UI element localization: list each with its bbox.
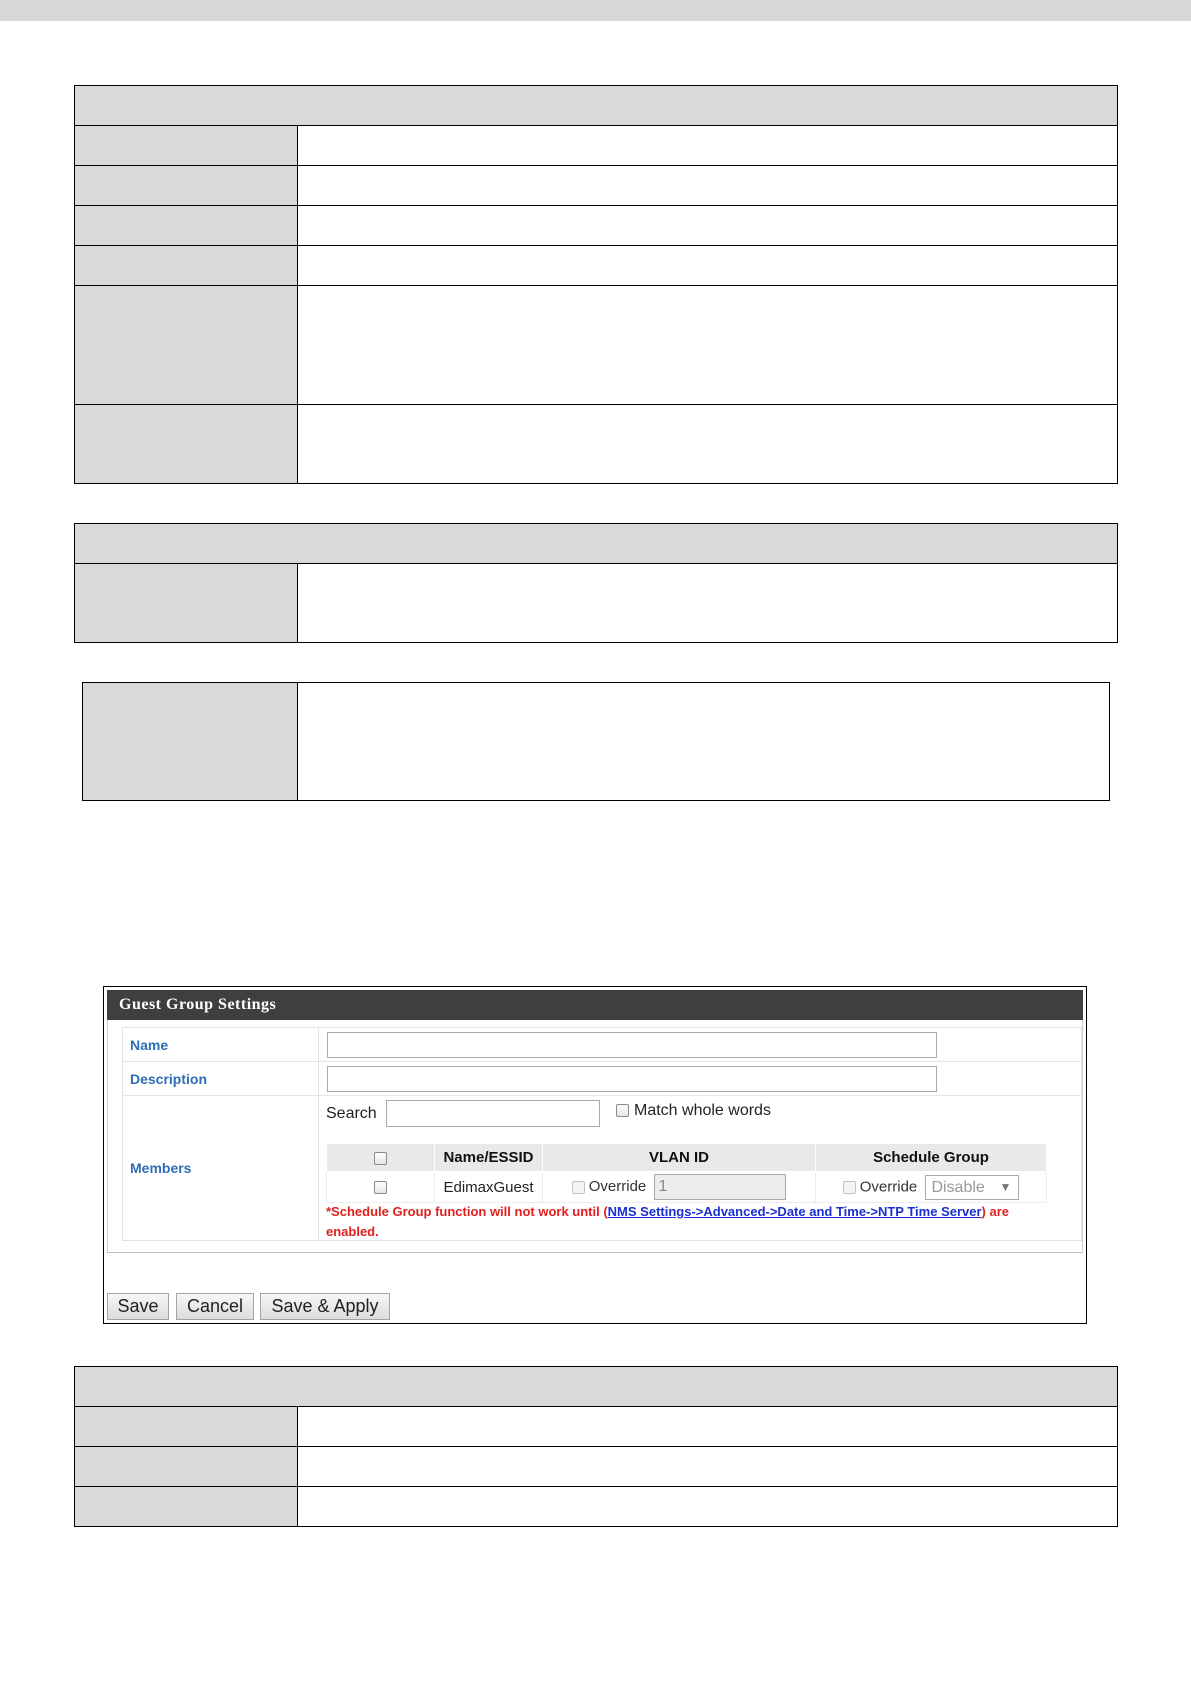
- doc-table-2-header: [75, 524, 1118, 564]
- select-all-checkbox[interactable]: [374, 1152, 387, 1165]
- doc-table-3: [82, 682, 1110, 801]
- guest-group-settings-panel: [103, 986, 1087, 1324]
- header-schedule-group: Schedule Group: [816, 1144, 1047, 1172]
- doc-table-4-row: [75, 1407, 1118, 1447]
- vlan-id-input[interactable]: 1: [654, 1174, 786, 1200]
- members-label: Members: [123, 1096, 319, 1241]
- schedule-override-checkbox[interactable]: [843, 1181, 856, 1194]
- row-schedule-cell: [816, 1172, 1047, 1203]
- doc-table-1-row: [75, 405, 1118, 484]
- doc-table-1-row: [75, 126, 1118, 166]
- schedule-warning-note: *Schedule Group function will not work until (NMS Settings->Advanced->Date and Time->NTP Time Server) are enabled.: [326, 1204, 1010, 1239]
- doc-table-1-header: [75, 86, 1118, 126]
- settings-form: [122, 1027, 1082, 1241]
- members-cell: [319, 1096, 1082, 1241]
- description-label: Description: [123, 1062, 319, 1096]
- search-input[interactable]: [386, 1100, 600, 1127]
- panel-title: Guest Group Settings: [107, 990, 1083, 1020]
- doc-table-2: [74, 523, 1118, 643]
- doc-table-1-row: [75, 286, 1118, 405]
- description-row: [123, 1062, 1082, 1096]
- doc-table-2-row: [75, 564, 1118, 643]
- save-button[interactable]: Save: [107, 1293, 169, 1320]
- members-table-header: [327, 1144, 1047, 1172]
- doc-table-4-header: [75, 1367, 1118, 1407]
- doc-table-3-row: [83, 683, 1110, 801]
- panel-body: [107, 1020, 1083, 1253]
- header-name-essid: Name/ESSID: [435, 1144, 543, 1172]
- row-essid: EdimaxGuest: [435, 1172, 543, 1203]
- doc-table-4: [74, 1366, 1118, 1527]
- match-whole-words-checkbox[interactable]: [616, 1104, 629, 1117]
- match-whole-words-label: Match whole words: [634, 1102, 771, 1119]
- vlan-override-label: Override: [588, 1177, 647, 1195]
- members-table: [326, 1143, 1047, 1203]
- row-select-cell: [327, 1172, 435, 1203]
- doc-table-1-row: [75, 166, 1118, 206]
- schedule-override-label: Override: [859, 1177, 918, 1195]
- members-row: [123, 1096, 1082, 1241]
- name-row: [123, 1028, 1082, 1062]
- vlan-override-checkbox[interactable]: [572, 1181, 585, 1194]
- search-label: Search: [326, 1105, 377, 1122]
- header-vlan-id: VLAN ID: [543, 1144, 816, 1172]
- select-all-header: [327, 1144, 435, 1172]
- match-whole-words-option[interactable]: [616, 1102, 771, 1120]
- name-label: Name: [123, 1028, 319, 1062]
- name-input[interactable]: [327, 1032, 937, 1058]
- doc-table-4-row: [75, 1487, 1118, 1527]
- row-vlan-cell: [543, 1172, 816, 1203]
- doc-table-1-row: [75, 206, 1118, 246]
- description-input[interactable]: [327, 1066, 937, 1092]
- top-bar: [0, 0, 1191, 21]
- doc-table-4-row: [75, 1447, 1118, 1487]
- save-apply-button[interactable]: Save & Apply: [260, 1293, 390, 1320]
- table-row: [327, 1172, 1047, 1203]
- ntp-settings-link[interactable]: NMS Settings->Advanced->Date and Time->NTP Time Server: [607, 1204, 982, 1219]
- doc-table-1-row: [75, 246, 1118, 286]
- schedule-group-select[interactable]: Disable ▼: [925, 1175, 1019, 1200]
- doc-table-1: [74, 85, 1118, 484]
- cancel-button[interactable]: Cancel: [176, 1293, 254, 1320]
- chevron-down-icon: ▼: [999, 1179, 1012, 1194]
- row-select-checkbox[interactable]: [374, 1181, 387, 1194]
